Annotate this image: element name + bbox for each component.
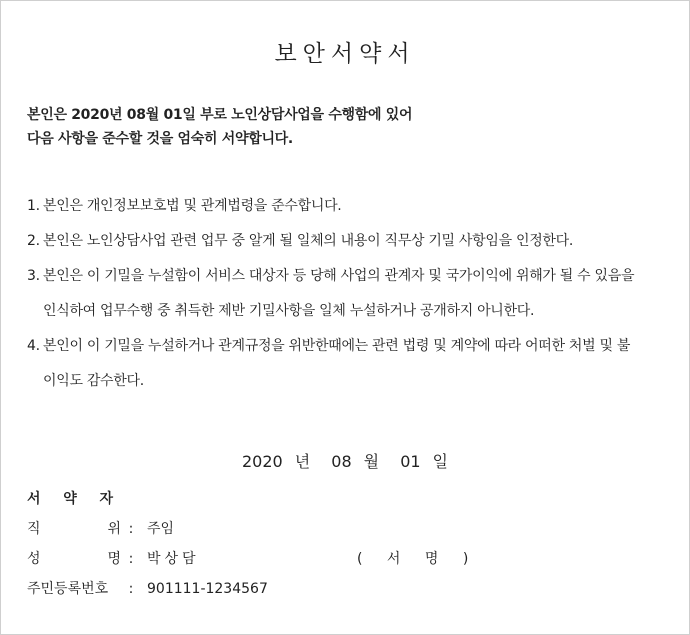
term-text: 본인은 개인정보보호법 및 관계법령을 준수합니다. <box>43 198 342 214</box>
pledge-terms-list <box>27 189 667 399</box>
term-text: 본인은 이 기밀을 누설함이 서비스 대상자 등 당해 사업의 관계자 및 국가이익에 위해가 될 수 있음을 인식하여 업무수행 중 취득한 제반 기밀사항을 일체 누설하거나 공개하지 아니한다. <box>43 268 635 319</box>
signer-heading-row <box>27 484 268 514</box>
document-title: 보안서약서 <box>274 41 416 67</box>
signer-info <box>27 484 479 604</box>
id-row <box>27 574 268 604</box>
pledge-date <box>1 449 689 472</box>
term-number: 3. <box>27 268 40 284</box>
date-year: 2020 <box>241 452 283 471</box>
date-day: 01 <box>400 452 421 471</box>
date-year-unit: 년 <box>294 452 311 471</box>
term-number: 1. <box>27 198 40 214</box>
signer-heading-char: 약 <box>63 491 77 507</box>
date-day-unit: 일 <box>432 452 449 471</box>
signer-heading <box>27 484 113 514</box>
date-month-unit: 월 <box>363 452 380 471</box>
pledge-term-2 <box>27 224 667 259</box>
name-label: 성 명 <box>27 551 121 567</box>
id-value: 901111-1234567 <box>147 581 268 597</box>
signer-heading-char: 자 <box>99 491 113 507</box>
name-value: 박상담 <box>147 551 200 567</box>
date-month: 08 <box>331 452 352 471</box>
signature-field[interactable]: ( 서 명 ) <box>357 551 479 567</box>
position-value: 주임 <box>147 521 175 537</box>
intro-line-1: 본인은 2020년 08월 01일 부로 노인상담사업을 수행함에 있어 <box>27 107 413 123</box>
term-number: 4. <box>27 338 40 354</box>
id-colon: : <box>128 581 134 597</box>
term-text: 본인이 이 기밀을 누설하거나 관계규정을 위반한때에는 관련 법령 및 계약에 따라 어떠한 처벌 및 불이익도 감수한다. <box>43 338 631 389</box>
position-row <box>27 514 268 544</box>
pledge-term-4 <box>27 329 667 399</box>
pledge-term-1 <box>27 189 667 224</box>
name-colon: : <box>128 551 134 567</box>
name-row <box>27 544 479 574</box>
intro-line-2: 다음 사항을 준수할 것을 엄숙히 서약합니다. <box>27 131 293 147</box>
position-colon: : <box>128 521 134 537</box>
signer-heading-char: 서 <box>27 491 41 507</box>
id-label: 주민등록번호 <box>27 581 109 597</box>
term-text: 본인은 노인상담사업 관련 업무 중 알게 될 일체의 내용이 직무상 기밀 사항임을 인정한다. <box>43 233 574 249</box>
position-label: 직 위 <box>27 521 121 537</box>
intro-paragraph <box>27 103 412 151</box>
term-number: 2. <box>27 233 40 249</box>
pledge-term-3 <box>27 259 667 329</box>
